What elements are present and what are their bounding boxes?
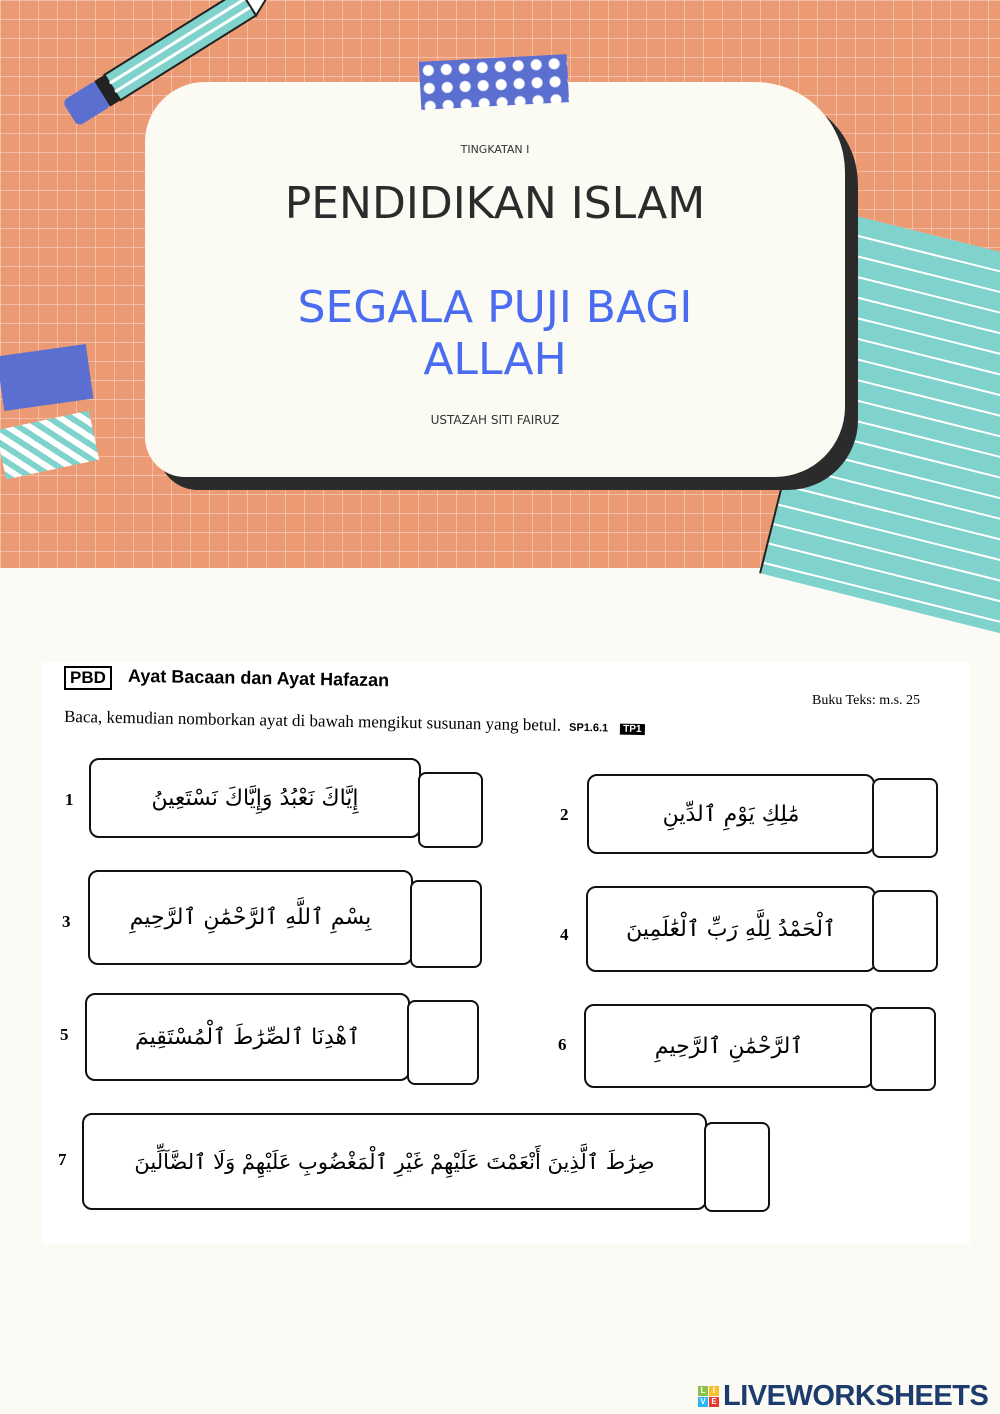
subject-title: PENDIDIKAN ISLAM (284, 178, 706, 229)
item-number: 4 (560, 925, 569, 944)
standard-code: SP1.6.1 (568, 721, 609, 735)
item-number: 5 (60, 1025, 69, 1044)
instruction-text: Baca, kemudian nomborkan ayat di bawah mengikut susunan yang betul. (63, 706, 562, 735)
item-number: 7 (58, 1150, 67, 1169)
logo-letter: V (698, 1397, 708, 1407)
logo-icon (698, 1386, 719, 1407)
answer-box[interactable] (410, 880, 482, 968)
logo-letter: E (709, 1397, 719, 1407)
answer-box[interactable] (872, 778, 938, 858)
topic-line-2: ALLAH (423, 334, 567, 385)
ayah-card: إِيَّاكَ نَعْبُدُ وَإِيَّاكَ نَسْتَعِينُ (89, 758, 421, 838)
ayah-card: ٱلرَّحْمَٰنِ ٱلرَّحِيمِ (584, 1004, 874, 1088)
item-number: 6 (558, 1035, 567, 1054)
logo-letter: I (709, 1386, 719, 1396)
ayah-card: ٱلْحَمْدُ لِلَّهِ رَبِّ ٱلْعَٰلَمِينَ (586, 886, 876, 972)
answer-box[interactable] (704, 1122, 770, 1212)
worksheet-heading: Ayat Bacaan dan Ayat Hafazan (127, 665, 390, 691)
item-number: 1 (65, 790, 74, 809)
tp-badge: TP1 (620, 724, 645, 735)
answer-box[interactable] (872, 890, 938, 972)
pbd-badge: PBD (64, 666, 112, 690)
answer-box[interactable] (870, 1007, 936, 1091)
logo-text: LIVEWORKSHEETS (723, 1380, 989, 1412)
topic-title (145, 282, 845, 386)
ayah-card: ٱهْدِنَا ٱلصِّرَٰطَ ٱلْمُسْتَقِيمَ (85, 993, 410, 1081)
author-label: USTAZAH SITI FAIRUZ (430, 413, 560, 427)
topic-line-1: SEGALA PUJI BAGI (297, 282, 693, 333)
item-number: 3 (62, 912, 71, 931)
ayah-card: صِرَٰطَ ٱلَّذِينَ أَنْعَمْتَ عَلَيْهِمْ غَيْرِ ٱلْمَغْضُوبِ عَلَيْهِمْ وَلَا ٱلضَّآلِّينَ (82, 1113, 707, 1210)
answer-box[interactable] (418, 772, 483, 848)
logo-letter: L (698, 1386, 708, 1396)
item-number: 2 (560, 805, 569, 824)
tape-decoration (419, 54, 569, 110)
ayah-card: مَٰلِكِ يَوْمِ ٱلدِّينِ (587, 774, 875, 854)
textbook-reference: Buku Teks: m.s. 25 (812, 693, 921, 708)
liveworksheets-logo (698, 1380, 988, 1413)
answer-box[interactable] (407, 1000, 479, 1085)
level-label: TINGKATAN I (460, 143, 530, 156)
ayah-card: بِسْمِ ٱللَّهِ ٱلرَّحْمَٰنِ ٱلرَّحِيمِ (88, 870, 413, 965)
